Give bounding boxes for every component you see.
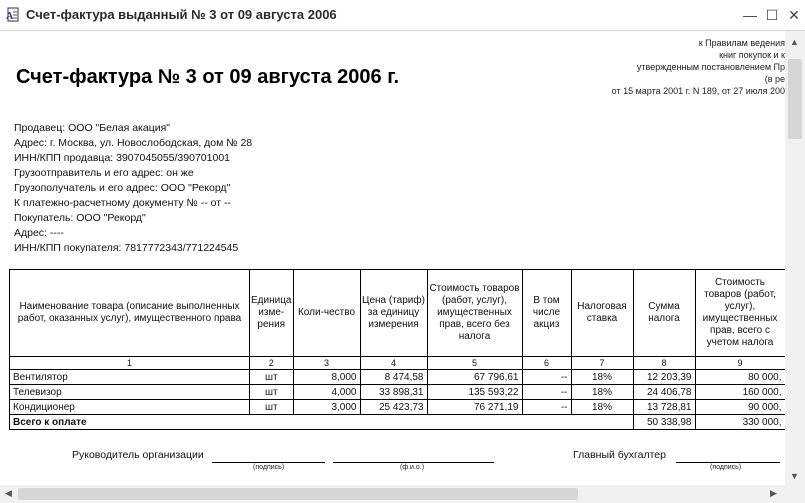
chief-accountant-label: Главный бухгалтер xyxy=(573,449,666,461)
table-row xyxy=(10,385,786,400)
item-tax-rate: 18% xyxy=(571,385,633,400)
item-cost: 67 796,61 xyxy=(427,370,522,385)
column-header: Сумма налога xyxy=(633,270,695,357)
column-number: 8 xyxy=(633,357,695,370)
signature-caption: (подпись) xyxy=(253,464,285,471)
column-number: 3 xyxy=(293,357,360,370)
minimize-button[interactable]: — xyxy=(743,7,757,23)
legal-reference-line: (в ре xyxy=(764,74,785,84)
seller-address: Адрес: г. Москва, ул. Новослободская, дом № 28 xyxy=(14,137,253,149)
name-caption: (ф.и.о.) xyxy=(400,464,425,471)
head-signature-line xyxy=(212,462,325,463)
seller: Продавец: ООО "Белая акация" xyxy=(14,122,171,134)
item-unit: шт xyxy=(250,400,294,415)
total-amount: 330 000, xyxy=(695,415,785,430)
item-total: 80 000, xyxy=(695,370,785,385)
column-number: 1 xyxy=(10,357,250,370)
item-tax-amount: 13 728,81 xyxy=(633,400,695,415)
buyer: Покупатель: ООО "Рекорд" xyxy=(14,212,146,224)
legal-reference-line: к Правилам ведения xyxy=(698,38,785,48)
legal-reference-line: от 15 марта 2001 г. N 189, от 27 июля 200 xyxy=(611,86,785,96)
column-number: 5 xyxy=(427,357,522,370)
window-title: Счет-фактура выданный № 3 от 09 августа 2006 xyxy=(26,7,337,22)
buyer-address: Адрес: ---- xyxy=(14,227,64,239)
column-number-row xyxy=(10,357,786,370)
scroll-up-icon[interactable]: ▲ xyxy=(790,37,799,47)
total-tax: 50 338,98 xyxy=(633,415,695,430)
legal-reference-line: книг покупок и к xyxy=(719,50,785,60)
scrollbar-corner xyxy=(785,485,805,503)
column-header: В том числе акциз xyxy=(522,270,571,357)
vertical-scroll-thumb[interactable] xyxy=(788,59,802,139)
column-number: 4 xyxy=(360,357,427,370)
scroll-right-icon[interactable]: ▶ xyxy=(770,488,777,498)
item-tax-rate: 18% xyxy=(571,370,633,385)
column-number: 2 xyxy=(250,357,294,370)
column-header: Стоимость товаров (работ, услуг), имущественных прав, всего без налога xyxy=(427,270,522,357)
item-tax-amount: 12 203,39 xyxy=(633,370,695,385)
item-name: Вентилятор xyxy=(10,370,250,385)
item-quantity: 3,000 xyxy=(293,400,360,415)
table-row xyxy=(10,400,786,415)
column-header: Наименование товара (описание выполненных работ, оказанных услуг), имущественного права xyxy=(10,270,250,357)
column-header: Налоговая ставка xyxy=(571,270,633,357)
item-total: 160 000, xyxy=(695,385,785,400)
vertical-scrollbar[interactable] xyxy=(785,31,805,485)
item-excise: -- xyxy=(522,400,571,415)
document-print-icon xyxy=(5,7,21,23)
total-row xyxy=(10,415,786,430)
legal-reference-line: утвержденным постановлением Пр xyxy=(636,62,785,72)
column-number: 7 xyxy=(571,357,633,370)
item-name: Телевизор xyxy=(10,385,250,400)
signature-caption: (подпись) xyxy=(710,464,742,471)
seller-inn-kpp: ИНН/КПП продавца: 3907045055/390701001 xyxy=(14,152,230,164)
item-price: 8 474,58 xyxy=(360,370,427,385)
shipper: Грузоотправитель и его адрес: он же xyxy=(14,167,194,179)
payment-document: К платежно-расчетному документу № -- от -- xyxy=(14,197,231,209)
column-header: Стоимость товаров (работ, услуг), имущественных прав, всего с учетом налога xyxy=(695,270,785,357)
item-tax-amount: 24 406,78 xyxy=(633,385,695,400)
maximize-button[interactable]: ☐ xyxy=(765,7,779,23)
item-name: Кондиционер xyxy=(10,400,250,415)
item-price: 33 898,31 xyxy=(360,385,427,400)
buyer-inn-kpp: ИНН/КПП покупателя: 7817772343/771224545 xyxy=(14,242,239,254)
scroll-left-icon[interactable]: ◀ xyxy=(5,488,12,498)
column-number: 9 xyxy=(695,357,785,370)
column-number: 6 xyxy=(522,357,571,370)
item-excise: -- xyxy=(522,385,571,400)
item-unit: шт xyxy=(250,370,294,385)
invoice-table xyxy=(9,269,786,430)
accountant-signature-line xyxy=(676,462,780,463)
item-unit: шт xyxy=(250,385,294,400)
head-of-organization-label: Руководитель организации xyxy=(72,449,204,461)
head-name-line xyxy=(333,462,494,463)
horizontal-scroll-thumb[interactable] xyxy=(18,488,578,500)
column-header: Цена (тариф) за единицу измерения xyxy=(360,270,427,357)
horizontal-scrollbar[interactable] xyxy=(0,485,785,503)
invoice-title: Счет-фактура № 3 от 09 августа 2006 г. xyxy=(16,66,400,88)
item-quantity: 8,000 xyxy=(293,370,360,385)
consignee: Грузополучатель и его адрес: ООО "Рекорд" xyxy=(14,182,231,194)
title-bar xyxy=(0,0,805,31)
item-quantity: 4,000 xyxy=(293,385,360,400)
svg-text:A: A xyxy=(6,11,14,22)
table-header-row xyxy=(10,270,786,357)
item-tax-rate: 18% xyxy=(571,400,633,415)
column-header: Единица изме-рения xyxy=(250,270,294,357)
item-cost: 135 593,22 xyxy=(427,385,522,400)
scroll-down-icon[interactable]: ▼ xyxy=(790,471,799,481)
item-price: 25 423,73 xyxy=(360,400,427,415)
item-total: 90 000, xyxy=(695,400,785,415)
total-label: Всего к оплате xyxy=(10,415,634,430)
close-button[interactable]: ✕ xyxy=(788,7,800,23)
column-header: Коли-чество xyxy=(293,270,360,357)
table-row xyxy=(10,370,786,385)
item-cost: 76 271,19 xyxy=(427,400,522,415)
item-excise: -- xyxy=(522,370,571,385)
